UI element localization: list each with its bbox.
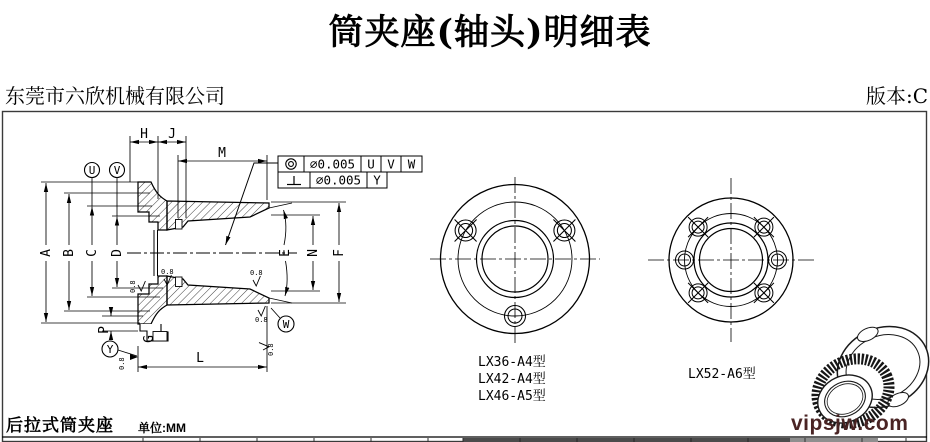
dim-label-a: A <box>39 249 54 257</box>
watermark: vipsjw.com <box>791 412 909 435</box>
datum-label-y: Y <box>106 343 114 356</box>
dim-label-j: J <box>168 127 176 142</box>
tolerance-value-1: ⌀0.005 <box>309 156 356 172</box>
tolerance-value-2: ⌀0.005 <box>315 172 362 188</box>
dim-label-l: L <box>196 351 204 366</box>
dim-label-m: M <box>218 146 226 161</box>
tolerance-datum-u: U <box>367 156 375 172</box>
tolerance-datum-w: W <box>407 156 416 172</box>
flange-view-2 <box>648 178 814 382</box>
dim-label-n: N <box>306 249 321 257</box>
dim-label-d: D <box>110 249 125 257</box>
dim-label-p: P <box>97 326 112 334</box>
model-label-lx42: LX42-A4型 <box>478 372 546 387</box>
version-label: 版本:C <box>865 84 928 108</box>
tolerance-frame <box>226 156 423 245</box>
dim-label-f: F <box>332 249 347 257</box>
finish-value: 0.8 <box>161 268 174 276</box>
finish-value: 0.8 <box>129 280 137 293</box>
dim-label-g: G <box>142 335 157 343</box>
finish-value: 0.8 <box>267 343 275 356</box>
finish-value: 0.8 <box>250 269 263 277</box>
company-name: 东莞市六欣机械有限公司 <box>5 84 225 108</box>
flange-view-1 <box>430 177 600 404</box>
datum-label-v: V <box>113 164 121 177</box>
tolerance-datum-v: V <box>387 156 395 172</box>
model-label-lx52: LX52-A6型 <box>688 367 756 382</box>
datum-symbols <box>85 163 295 361</box>
dim-label-e: E <box>278 249 293 257</box>
model-label-lx46: LX46-A5型 <box>478 389 546 404</box>
unit-label: 单位:MM <box>138 421 186 435</box>
dim-label-b: B <box>62 249 77 257</box>
product-name: 后拉式筒夹座 <box>6 416 114 435</box>
model-label-lx36: LX36-A4型 <box>478 355 546 370</box>
finish-value: 0.8 <box>118 357 126 370</box>
dim-label-h: H <box>140 127 148 142</box>
tolerance-datum-y: Y <box>373 172 381 188</box>
datum-label-u: U <box>88 164 96 177</box>
datum-label-w: W <box>282 318 290 331</box>
dim-label-c: C <box>85 249 100 257</box>
section-view <box>39 127 422 372</box>
page-title: 筒夹座(轴头)明细表 <box>328 12 652 53</box>
finish-value: 0.8 <box>255 316 268 324</box>
drawing-frame <box>3 112 927 442</box>
